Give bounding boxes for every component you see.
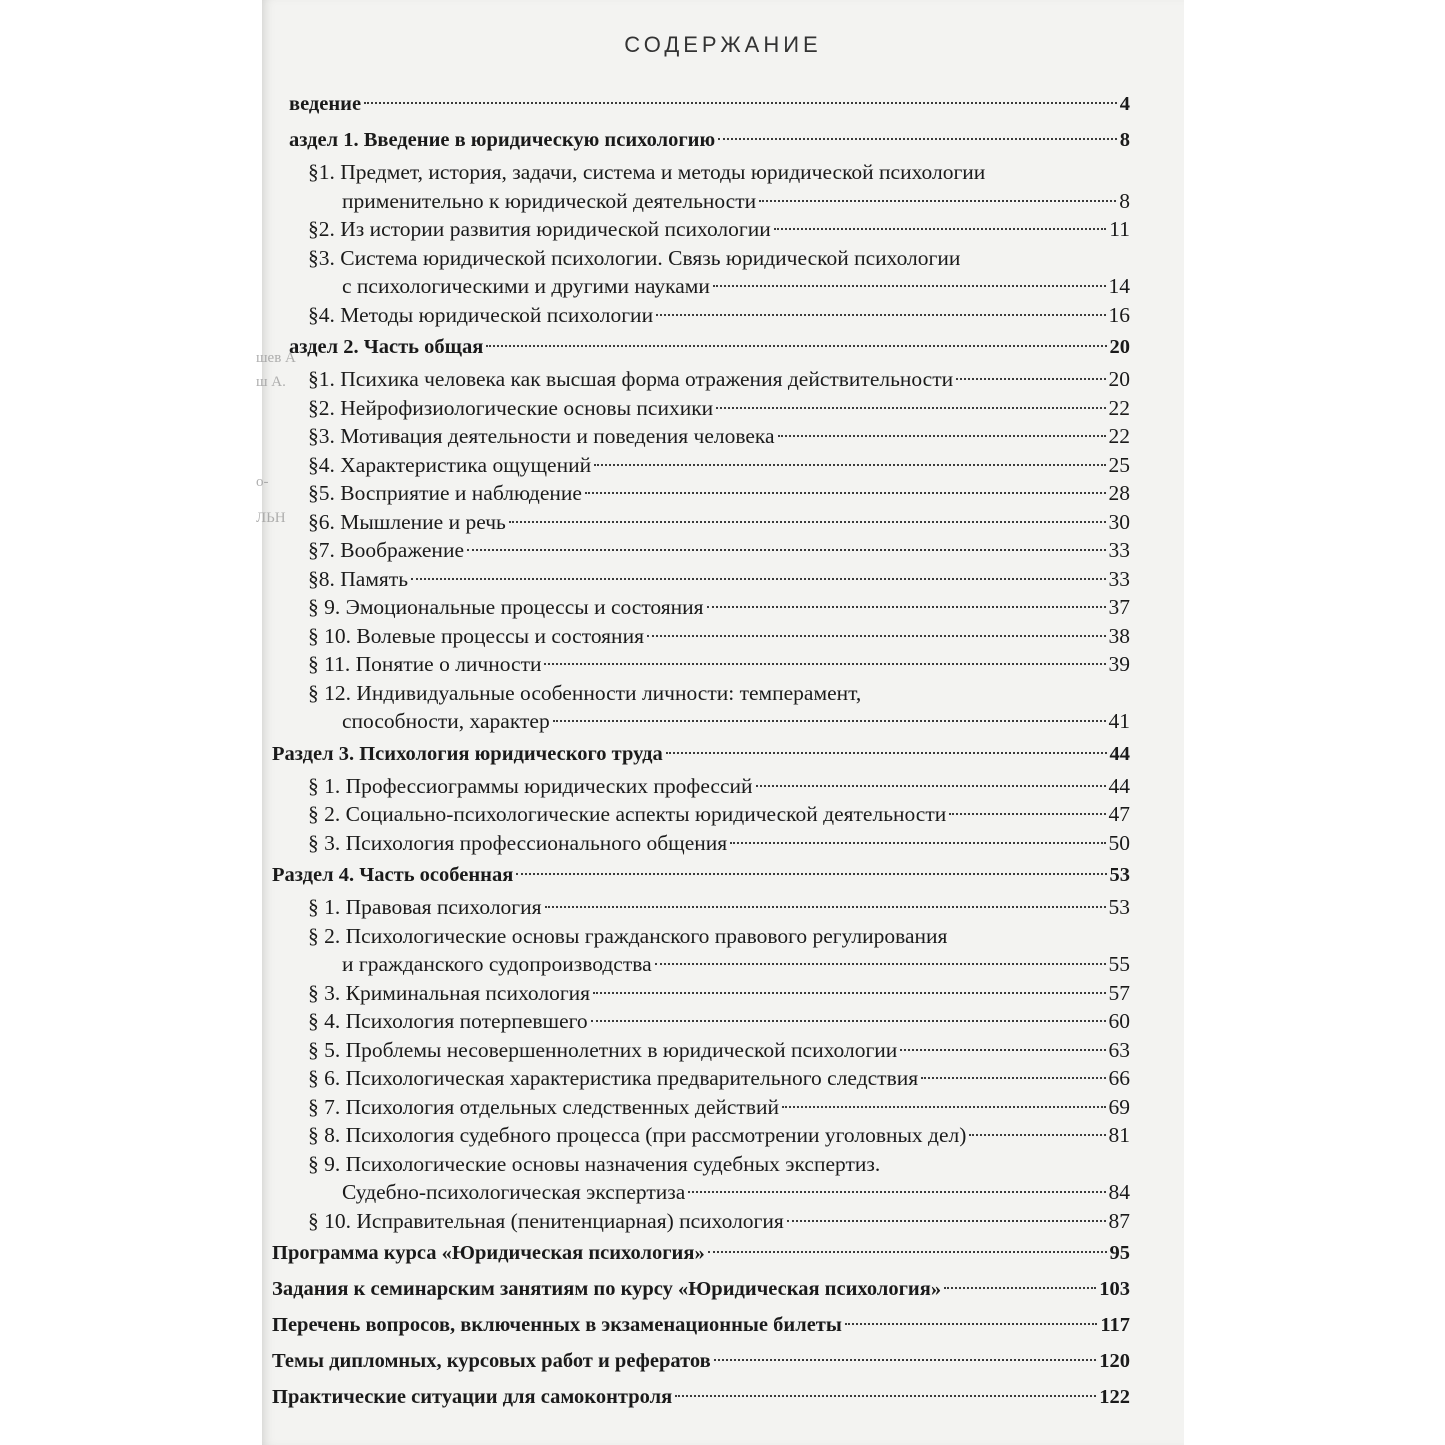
dot-leader	[591, 1020, 1106, 1022]
dot-leader	[545, 906, 1106, 908]
toc-item-title: § 4. Психология потерпевшего	[308, 1009, 588, 1033]
dot-leader	[944, 1287, 1096, 1289]
page-number: 120	[1099, 1350, 1130, 1372]
page-number: 8	[1119, 129, 1130, 151]
toc-item-title: §3. Система юридической психологии. Связь юридической психологии	[308, 245, 961, 270]
toc-item-row	[262, 1207, 1184, 1236]
page-number: 47	[1108, 802, 1130, 826]
toc-item-row	[262, 215, 1184, 244]
toc-item-row	[262, 565, 1184, 594]
dot-leader	[949, 813, 1105, 815]
toc-item-title: применительно к юридической деятельности	[342, 188, 757, 213]
toc-item-row	[262, 187, 1184, 216]
page-number: 57	[1108, 980, 1130, 1005]
page-number: 20	[1108, 367, 1130, 391]
bleed-through-text: ш А.	[256, 374, 286, 390]
toc-item-row	[262, 1036, 1184, 1065]
dot-leader	[921, 1077, 1105, 1079]
page-number: 44	[1108, 773, 1130, 798]
toc-item-row	[262, 1007, 1184, 1036]
toc-item-row	[262, 394, 1184, 423]
toc-item-title: § 3. Криминальная психология	[308, 980, 591, 1005]
toc-item-title: §2. Нейрофизиологические основы психики	[308, 395, 714, 420]
toc-item-title: §1. Предмет, история, задачи, система и методы юридической психологии	[308, 160, 986, 184]
page-number: 55	[1108, 952, 1130, 976]
toc-item-title: § 10. Исправительная (пенитенциарная) психология	[308, 1208, 784, 1233]
page-number: 16	[1108, 302, 1130, 327]
dot-leader	[782, 1106, 1106, 1108]
dot-leader	[714, 1359, 1097, 1361]
toc-item-row	[262, 422, 1184, 451]
toc-item-row	[262, 272, 1184, 301]
toc-section-title: Перечень вопросов, включенных в экзаменационные билеты	[272, 1314, 842, 1336]
toc-item-row	[262, 622, 1184, 651]
page-number: 50	[1108, 830, 1130, 855]
toc-item-title: § 3. Психология профессионального общения	[308, 830, 728, 855]
toc-item-title: Судебно-психологическая экспертиза	[342, 1180, 686, 1204]
dot-leader	[787, 1220, 1106, 1222]
toc-item-title: § 6. Психологическая характеристика предварительного следствия	[308, 1066, 919, 1090]
toc-section-row	[262, 857, 1184, 893]
page-number: 33	[1108, 538, 1130, 562]
toc-item-title: §3. Мотивация деятельности и поведения человека	[308, 424, 775, 448]
bleed-through-text: о-	[256, 474, 269, 490]
dot-leader	[467, 549, 1106, 551]
toc-section-row	[262, 1271, 1184, 1307]
dot-leader	[707, 606, 1106, 608]
toc-section-row	[262, 1343, 1184, 1379]
bleed-through-text: ЛЬН	[256, 510, 286, 526]
toc-item-title: способности, характер	[342, 709, 550, 733]
toc-item-title: § 5. Проблемы несовершеннолетних в юридической психологии	[308, 1037, 898, 1062]
toc-item-row	[262, 679, 1184, 708]
page-number: 22	[1108, 395, 1130, 420]
toc-item-row	[262, 1121, 1184, 1150]
toc-item-title: §4. Характеристика ощущений	[308, 452, 592, 477]
toc-section-title: Темы дипломных, курсовых работ и рефератов	[272, 1350, 711, 1372]
dot-leader	[486, 345, 1106, 347]
toc-item-title: §1. Психика человека как высшая форма отражения действительности	[308, 367, 954, 391]
toc-section-row	[262, 86, 1184, 122]
dot-leader	[516, 873, 1106, 875]
page-number: 37	[1108, 595, 1130, 619]
dot-leader	[593, 992, 1105, 994]
dot-leader	[708, 1251, 1107, 1253]
page-number: 117	[1100, 1314, 1130, 1336]
toc-item-row	[262, 1064, 1184, 1093]
dot-leader	[647, 635, 1106, 637]
toc-item-title: § 9. Эмоциональные процессы и состояния	[308, 595, 704, 619]
dot-leader	[666, 752, 1107, 754]
toc-item-row	[262, 1093, 1184, 1122]
dot-leader	[656, 314, 1105, 316]
dot-leader	[716, 407, 1105, 409]
toc-item-row	[262, 800, 1184, 829]
page-number: 63	[1108, 1037, 1130, 1062]
toc-item-title: § 11. Понятие о личности	[308, 652, 542, 676]
dot-leader	[845, 1323, 1097, 1325]
page-number: 25	[1108, 452, 1130, 477]
toc-item-title: § 1. Профессиограммы юридических профессий	[308, 773, 753, 798]
toc-item-row	[262, 829, 1184, 858]
toc-section-title: Задания к семинарским занятиям по курсу «Юридическая психология»	[272, 1278, 942, 1300]
page-number: 8	[1119, 188, 1130, 213]
toc-item-row	[262, 244, 1184, 273]
page-number: 41	[1108, 709, 1130, 733]
toc-item-row	[262, 508, 1184, 537]
bleed-through-text: шев А	[256, 350, 296, 366]
toc-section-title: Раздел 3. Психология юридического труда	[272, 742, 663, 765]
page-number: 87	[1108, 1208, 1130, 1233]
toc-item-title: § 1. Правовая психология	[308, 895, 542, 919]
toc-section-title: Программа курса «Юридическая психология»	[272, 1242, 705, 1264]
toc-item-row	[262, 893, 1184, 922]
dot-leader	[718, 138, 1117, 140]
toc-section-row	[262, 1307, 1184, 1343]
toc-item-row	[262, 301, 1184, 330]
dot-leader	[713, 285, 1106, 287]
toc-item-row	[262, 979, 1184, 1008]
page-number: 4	[1119, 93, 1130, 115]
toc-section-row	[262, 1379, 1184, 1415]
toc-section-title: аздел 1. Введение в юридическую психологию	[289, 129, 716, 151]
toc-item-row	[262, 650, 1184, 679]
page-number: 81	[1108, 1123, 1130, 1147]
page-number: 11	[1109, 217, 1130, 241]
toc-item-row	[262, 536, 1184, 565]
toc-section-title: аздел 2. Часть общая	[289, 336, 484, 358]
dot-leader	[969, 1134, 1105, 1136]
page-number: 84	[1108, 1180, 1130, 1204]
dot-leader	[900, 1049, 1105, 1051]
toc-section-row	[262, 1235, 1184, 1271]
toc-item-row	[262, 772, 1184, 801]
dot-leader	[756, 785, 1106, 787]
page-number: 103	[1099, 1278, 1130, 1300]
dot-leader	[759, 200, 1116, 202]
page-number: 28	[1108, 481, 1130, 505]
table-of-contents	[262, 86, 1184, 1415]
dot-leader	[364, 102, 1117, 104]
toc-item-title: § 10. Волевые процессы и состояния	[308, 623, 644, 648]
toc-item-row	[262, 365, 1184, 394]
dot-leader	[774, 228, 1107, 230]
dot-leader	[688, 1191, 1105, 1193]
toc-section-title: Практические ситуации для самоконтроля	[272, 1386, 673, 1408]
page-number: 30	[1108, 509, 1130, 534]
toc-item-title: и гражданского судопроизводства	[342, 952, 652, 976]
toc-item-title: с психологическими и другими науками	[342, 274, 710, 298]
toc-item-title: §2. Из истории развития юридической психологии	[308, 217, 771, 241]
dot-leader	[585, 492, 1106, 494]
toc-section-row	[262, 329, 1184, 365]
toc-item-row	[262, 707, 1184, 736]
page-number: 66	[1108, 1066, 1130, 1090]
toc-item-title: §4. Методы юридической психологии	[308, 302, 654, 327]
page-number: 22	[1108, 424, 1130, 448]
toc-section-row	[262, 736, 1184, 772]
toc-item-row	[262, 158, 1184, 187]
toc-section-row	[262, 122, 1184, 158]
toc-item-row	[262, 1150, 1184, 1179]
toc-item-row	[262, 451, 1184, 480]
page-number: 53	[1109, 864, 1130, 886]
toc-item-row	[262, 922, 1184, 951]
page-number: 33	[1108, 566, 1130, 591]
toc-section-title: ведение	[289, 93, 362, 115]
toc-item-title: § 9. Психологические основы назначения судебных экспертиз.	[308, 1151, 881, 1176]
toc-item-title: § 7. Психология отдельных следственных действий	[308, 1094, 779, 1119]
page-number: 60	[1108, 1009, 1130, 1033]
toc-section-title: Раздел 4. Часть особенная	[272, 864, 514, 886]
dot-leader	[778, 435, 1106, 437]
toc-item-title: § 8. Психология судебного процесса (при рассмотрении уголовных дел)	[308, 1123, 967, 1147]
toc-item-row	[262, 593, 1184, 622]
toc-item-title: §6. Мышление и речь	[308, 509, 506, 534]
page-number: 39	[1108, 652, 1130, 676]
page-number: 69	[1108, 1094, 1130, 1119]
toc-item-title: § 2. Психологические основы гражданского правового регулирования	[308, 923, 948, 948]
toc-item-title: § 2. Социально-психологические аспекты юридической деятельности	[308, 802, 947, 826]
dot-leader	[509, 521, 1106, 523]
toc-item-title: §8. Память	[308, 566, 409, 591]
page-number: 38	[1108, 623, 1130, 648]
toc-item-title: § 12. Индивидуальные особенности личности: темперамент,	[308, 680, 862, 705]
page-title: СОДЕРЖАНИЕ	[624, 32, 822, 57]
dot-leader	[675, 1395, 1096, 1397]
book-page	[256, 0, 1184, 1445]
page-number: 95	[1109, 1242, 1130, 1264]
toc-item-row	[262, 950, 1184, 979]
toc-item-row	[262, 479, 1184, 508]
page-number: 44	[1109, 742, 1130, 765]
dot-leader	[956, 378, 1105, 380]
dot-leader	[655, 963, 1106, 965]
page-number: 53	[1108, 895, 1130, 919]
page-number: 14	[1108, 274, 1130, 298]
dot-leader	[594, 464, 1105, 466]
toc-item-title: §5. Восприятие и наблюдение	[308, 481, 582, 505]
dot-leader	[544, 663, 1105, 665]
toc-item-row	[262, 1178, 1184, 1207]
page-number: 20	[1109, 336, 1130, 358]
dot-leader	[411, 578, 1105, 580]
page-number: 122	[1099, 1386, 1130, 1408]
dot-leader	[730, 842, 1105, 844]
toc-item-title: §7. Воображение	[308, 538, 464, 562]
dot-leader	[553, 720, 1106, 722]
